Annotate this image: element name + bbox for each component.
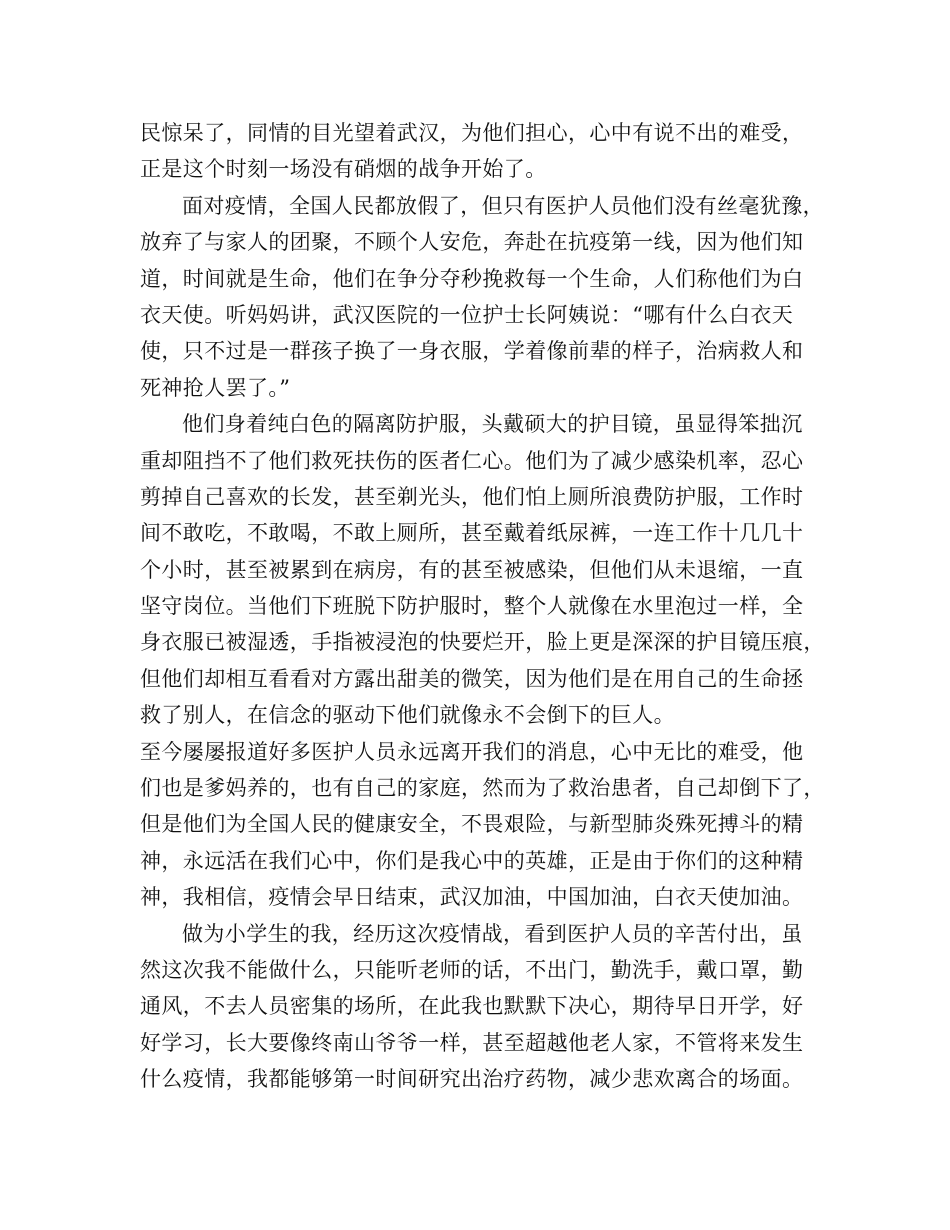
text-line: 好学习，长大要像终南山爷爷一样，甚至超越他老人家，不管将来发生 (140, 1030, 804, 1055)
text-line: 做为小学生的我，经历这次疫情战，看到医护人员的辛苦付出，虽 (182, 921, 803, 946)
text-line: 剪掉自己喜欢的长发，甚至剃光头，他们怕上厕所浪费防护服，工作时 (140, 484, 804, 509)
text-line: 坚守岗位。当他们下班脱下防护服时，整个人就像在水里泡过一样，全 (140, 594, 804, 619)
paragraph (140, 734, 830, 916)
text-line: 个小时，甚至被累到在病房，有的甚至被感染，但他们从未退缩，一直 (140, 557, 804, 582)
text-line: 道，时间就是生命，他们在争分夺秒挽救每一个生命，人们称他们为白 (140, 266, 804, 291)
text-line: 们也是爹妈养的，也有自己的家庭，然而为了救治患者，自己却倒下了， (140, 776, 825, 801)
text-line: 面对疫情，全国人民都放假了，但只有医护人员他们没有丝毫犹豫， (182, 193, 824, 218)
text-line: 重却阻挡不了他们救死扶伤的医者仁心。他们为了减少感染机率，忍心 (140, 448, 804, 473)
text-line: 他们身着纯白色的隔离防护服，头戴硕大的护目镜，虽显得笨拙沉 (182, 412, 803, 437)
text-line: 放弃了与家人的团聚，不顾个人安危，奔赴在抗疫第一线，因为他们知 (140, 230, 804, 255)
text-line: 身衣服已被湿透，手指被浸泡的快要烂开，脸上更是深深的护目镜压痕， (140, 630, 825, 655)
text-line: 什么疫情，我都能够第一时间研究出治疗药物，减少悲欢离合的场面。 (140, 1067, 804, 1092)
text-line: 通风，不去人员密集的场所，在此我也默默下决心，期待早日开学，好 (140, 994, 804, 1019)
text-line: 使，只不过是一群孩子换了一身衣服，学着像前辈的样子，治病救人和 (140, 339, 804, 364)
text-line: 衣天使。听妈妈讲，武汉医院的一位护士长阿姨说：“哪有什么白衣天 (140, 302, 794, 327)
paragraph (140, 188, 830, 406)
document-body (140, 115, 830, 1098)
text-line: 然这次我不能做什么，只能听老师的话，不出门，勤洗手，戴口罩，勤 (140, 957, 804, 982)
text-line: 但他们却相互看看对方露出甜美的微笑，因为他们是在用自己的生命拯 (140, 666, 804, 691)
text-line: 救了别人，在信念的驱动下他们就像永不会倒下的巨人。 (140, 703, 675, 728)
text-line: 间不敢吃，不敢喝，不敢上厕所，甚至戴着纸尿裤，一连工作十几几十 (140, 521, 804, 546)
text-line: 神，永远活在我们心中，你们是我心中的英雄，正是由于你们的这种精 (140, 848, 804, 873)
text-line: 正是这个时刻一场没有硝烟的战争开始了。 (140, 157, 547, 182)
text-line: 至今屡屡报道好多医护人员永远离开我们的消息，心中无比的难受，他 (140, 739, 804, 764)
text-line: 但是他们为全国人民的健康安全，不畏艰险，与新型肺炎殊死搏斗的精 (140, 812, 804, 837)
text-line: 神，我相信，疫情会早日结束，武汉加油，中国加油，白衣天使加油。 (140, 885, 804, 910)
paragraph (140, 115, 830, 188)
text-line: 民惊呆了，同情的目光望着武汉，为他们担心，心中有说不出的难受， (140, 121, 804, 145)
paragraph (140, 916, 830, 1098)
paragraph (140, 406, 830, 734)
text-line: 死神抢人罢了。” (140, 375, 291, 400)
